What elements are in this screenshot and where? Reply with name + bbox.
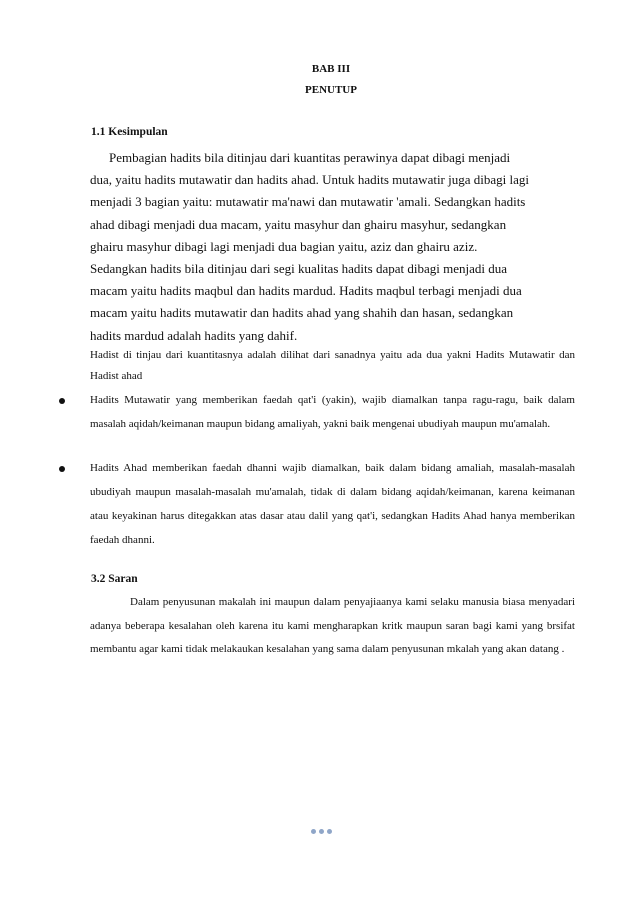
page-dot-icon bbox=[327, 829, 332, 834]
paragraph-line: ghairu masyhur dibagi lagi menjadi dua bagian yaitu, aziz dan ghairu aziz. bbox=[90, 238, 478, 254]
bullet-icon bbox=[59, 398, 65, 404]
paragraph-line: menjadi 3 bagian yaitu: mutawatir ma'nawi dan mutawatir 'amali. Sedangkan hadits bbox=[90, 194, 526, 210]
paragraph-line: macam yaitu hadits maqbul dan hadits mardud. Hadits maqbul terbagi menjadi dua bbox=[90, 283, 522, 299]
paragraph-line: hadits mardud adalah hadits yang dahif. bbox=[90, 327, 298, 343]
section-heading-saran: 3.2 Saran bbox=[91, 573, 138, 585]
chapter-label: BAB III bbox=[311, 63, 351, 75]
page-dot-icon bbox=[311, 829, 316, 834]
bullet-item-mutawatir bbox=[90, 388, 575, 436]
paragraph-line: dua, yaitu hadits mutawatir dan hadits ahad. Untuk hadits mutawatir juga dibagi lagi bbox=[90, 172, 530, 188]
paragraph-line: Pembagian hadits bila ditinjau dari kuantitas perawinya dapat dibagi menjadi bbox=[109, 150, 511, 165]
chapter-title: PENUTUP bbox=[305, 84, 357, 96]
paragraph-line: Sedangkan hadits bila ditinjau dari segi kualitas hadits dapat dibagi menjadi dua bbox=[90, 261, 507, 277]
bullet-text: Hadits Mutawatir yang memberikan faedah qat'i (yakin), wajib diamalkan tanpa ragu-ragu, baik dalam masalah aqidah/keimanan maupun bidang amaliyah, yakni baik mengenai ubudiyah maupun mu'amalah. bbox=[90, 394, 575, 430]
page-indicator bbox=[311, 829, 332, 834]
bullet-text: Hadits Ahad memberikan faedah dhanni wajib diamalkan, baik dalam bidang amaliah, masalah-masalah ubudiyah maupun masalah-masalah mu'amalah, tidak di dalam bidang aqidah/keimanan, karena keimanan atau keyakinan harus ditegakkan atas dasar atau dalil yang qat'i, sedangkan Hadits Ahad hanya memberikan faedah dhanni. bbox=[90, 462, 575, 546]
paragraph-line: ahad dibagi menjadi dua macam, yaitu masyhur dan ghairu masyhur, sedangkan bbox=[90, 216, 507, 232]
section-heading-kesimpulan: 1.1 Kesimpulan bbox=[91, 126, 168, 138]
page-dot-icon bbox=[319, 829, 324, 834]
kesimpulan-paragraph bbox=[90, 147, 572, 347]
paragraph-line: macam yaitu hadits mutawatir dan hadits ahad yang shahih dan hasan, sedangkan bbox=[90, 305, 514, 321]
bullet-icon bbox=[59, 466, 65, 472]
bullet-item-ahad bbox=[90, 456, 575, 552]
saran-paragraph: Dalam penyusunan makalah ini maupun dalam penyajiaanya kami selaku manusia biasa menyadari adanya beberapa kesalahan oleh karena itu kami mengharapkan kritk maupun saran bagi kami yang brsifat membantu agar kami tidak melakaukan kesalahan yang sama dalam penyusunan mkalah yang akan datang . bbox=[90, 596, 575, 655]
kuantitas-paragraph: Hadist di tinjau dari kuantitasnya adalah dilihat dari sanadnya yaitu ada dua yakni Hadits Mutawatir dan Hadist ahad bbox=[90, 349, 575, 382]
